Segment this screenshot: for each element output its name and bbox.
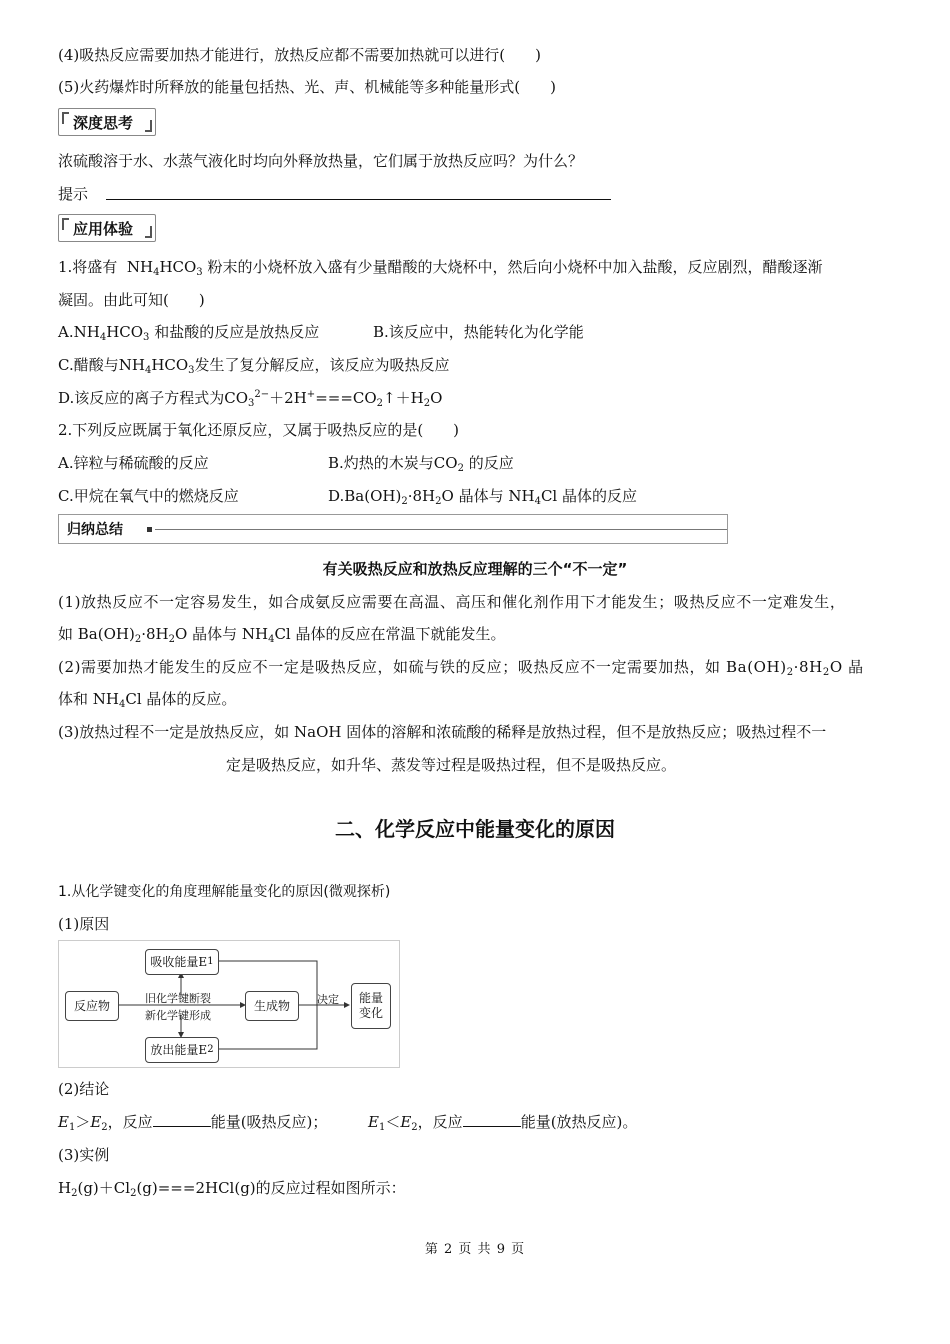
summary-p3-cont: 定是吸热反应，如升华、蒸发等过程是吸热过程，但不是吸热反应。 bbox=[226, 756, 677, 774]
summary-title: 有关吸热反应和放热反应理解的三个“不一定” bbox=[322, 560, 628, 578]
conclusion-blank-1[interactable] bbox=[153, 1112, 211, 1127]
summary-p1: (1)放热反应不一定容易发生，如合成氨反应需要在高温、高压和催化剂作用下才能发生；吸热反应不一定难发生， bbox=[58, 593, 846, 611]
release-energy-box: 放出能量E 2 bbox=[145, 1037, 219, 1063]
q1-option-d[interactable]: D.该反应的离子方程式为$CO_3^{2-}+2H^+===CO_2↑+H_2O$ bbox=[58, 389, 443, 409]
summary-p2-cont: 体和 $NH_4Cl$ 晶体的反应。 bbox=[58, 690, 237, 710]
section-heading: 二、化学反应中能量变化的原因 bbox=[335, 817, 615, 841]
q1-option-b[interactable]: B.该反应中，热能转化为化学能 bbox=[373, 323, 584, 341]
conclusion-blank-2[interactable] bbox=[463, 1112, 521, 1127]
summary-bar bbox=[58, 514, 728, 544]
conclusion-2: $E_1<E_2$，反应 能量(放热反应)。 bbox=[368, 1113, 638, 1133]
apply-tag: 应用体验 bbox=[58, 214, 156, 242]
energy-change-box: 能量 变化 bbox=[351, 983, 391, 1029]
summary-dot bbox=[147, 527, 152, 532]
deep-think-tag: 深度思考 bbox=[58, 108, 156, 136]
conclusion-label: (2)结论 bbox=[58, 1080, 110, 1098]
judgement-5: (5)火药爆炸时所释放的能量包括热、光、声、机械能等多种能量形式( ) bbox=[58, 78, 556, 96]
summary-tag: 归纳总结 bbox=[67, 522, 123, 538]
q1-option-c[interactable]: C.醋酸与$NH_4HCO_3$发生了复分解反应，该反应为吸热反应 bbox=[58, 356, 450, 376]
product-box: 生成物 bbox=[245, 991, 299, 1021]
subsection-1: 1.从化学键变化的角度理解能量变化的原因(微观探析) bbox=[58, 884, 391, 900]
hint-label: 提示 bbox=[58, 185, 89, 203]
decide-label: 决定 bbox=[317, 993, 339, 1006]
absorb-energy-box: 吸收能量E 1 bbox=[145, 949, 219, 975]
example-label: (3)实例 bbox=[58, 1146, 110, 1164]
deep-think-question: 浓硫酸溶于水、水蒸气液化时均向外释放热量，它们属于放热反应吗？为什么？ bbox=[58, 152, 584, 170]
reactant-box: 反应物 bbox=[65, 991, 119, 1021]
summary-rule bbox=[155, 529, 727, 530]
q2-option-c[interactable]: C.甲烷在氧气中的燃烧反应 bbox=[58, 487, 239, 505]
page-footer: 第 2 页 共 9 页 bbox=[424, 1242, 526, 1257]
example-equation: $H_2(g)+Cl_2(g)===2HCl(g)$的反应过程如图所示： bbox=[58, 1179, 406, 1199]
q1-stem: 1.将盛有 $NH_4HCO_3$ 粉末的小烧杯放入盛有少量醋酸的大烧杯中，然后向小烧杯中加入盐酸，反应剧烈，醋酸逐渐 bbox=[58, 258, 823, 278]
q2-option-d[interactable]: $D.Ba(OH)_2\cdot 8H_2O$ 晶体与 $NH_4Cl$ 晶体的反应 bbox=[328, 487, 637, 507]
bond-break-label: 旧化学键断裂 bbox=[145, 992, 211, 1005]
hint-answer-line[interactable] bbox=[106, 199, 611, 200]
summary-p2: (2)需要加热才能发生的反应不一定是吸热反应，如硫与铁的反应；吸热反应不一定需要加热，如 $Ba(OH)_2\cdot 8H_2O$ 晶 bbox=[58, 658, 864, 678]
judgement-4: (4)吸热反应需要加热才能进行，放热反应都不需要加热就可以进行( ) bbox=[58, 46, 541, 64]
summary-p3: (3)放热过程不一定是放热反应，如 NaOH 固体的溶解和浓硫酸的稀释是放热过程，但不是放热反应；吸热过程不一 bbox=[58, 723, 827, 741]
q2-option-b[interactable]: B.灼热的木炭与$CO_2$ 的反应 bbox=[328, 454, 514, 474]
bond-energy-diagram bbox=[58, 940, 400, 1068]
q2-option-a[interactable]: A.锌粒与稀硫酸的反应 bbox=[58, 454, 209, 472]
q1-option-a[interactable]: $A.NH_4HCO_3$ 和盐酸的反应是放热反应 bbox=[58, 323, 320, 343]
conclusion-1: $E_1>E_2$，反应 能量(吸热反应)； bbox=[58, 1113, 328, 1133]
q1-stem-cont: 凝固。由此可知( ) bbox=[58, 291, 205, 309]
bond-form-label: 新化学键形成 bbox=[145, 1009, 211, 1022]
q2-stem: 2.下列反应既属于氧化还原反应，又属于吸热反应的是( ) bbox=[58, 421, 460, 439]
reason-label: (1)原因 bbox=[58, 915, 110, 933]
summary-p1-cont: 如 $Ba(OH)_2\cdot 8H_2O$ 晶体与 $NH_4Cl$ 晶体的反应在常温下就能发生。 bbox=[58, 625, 506, 645]
